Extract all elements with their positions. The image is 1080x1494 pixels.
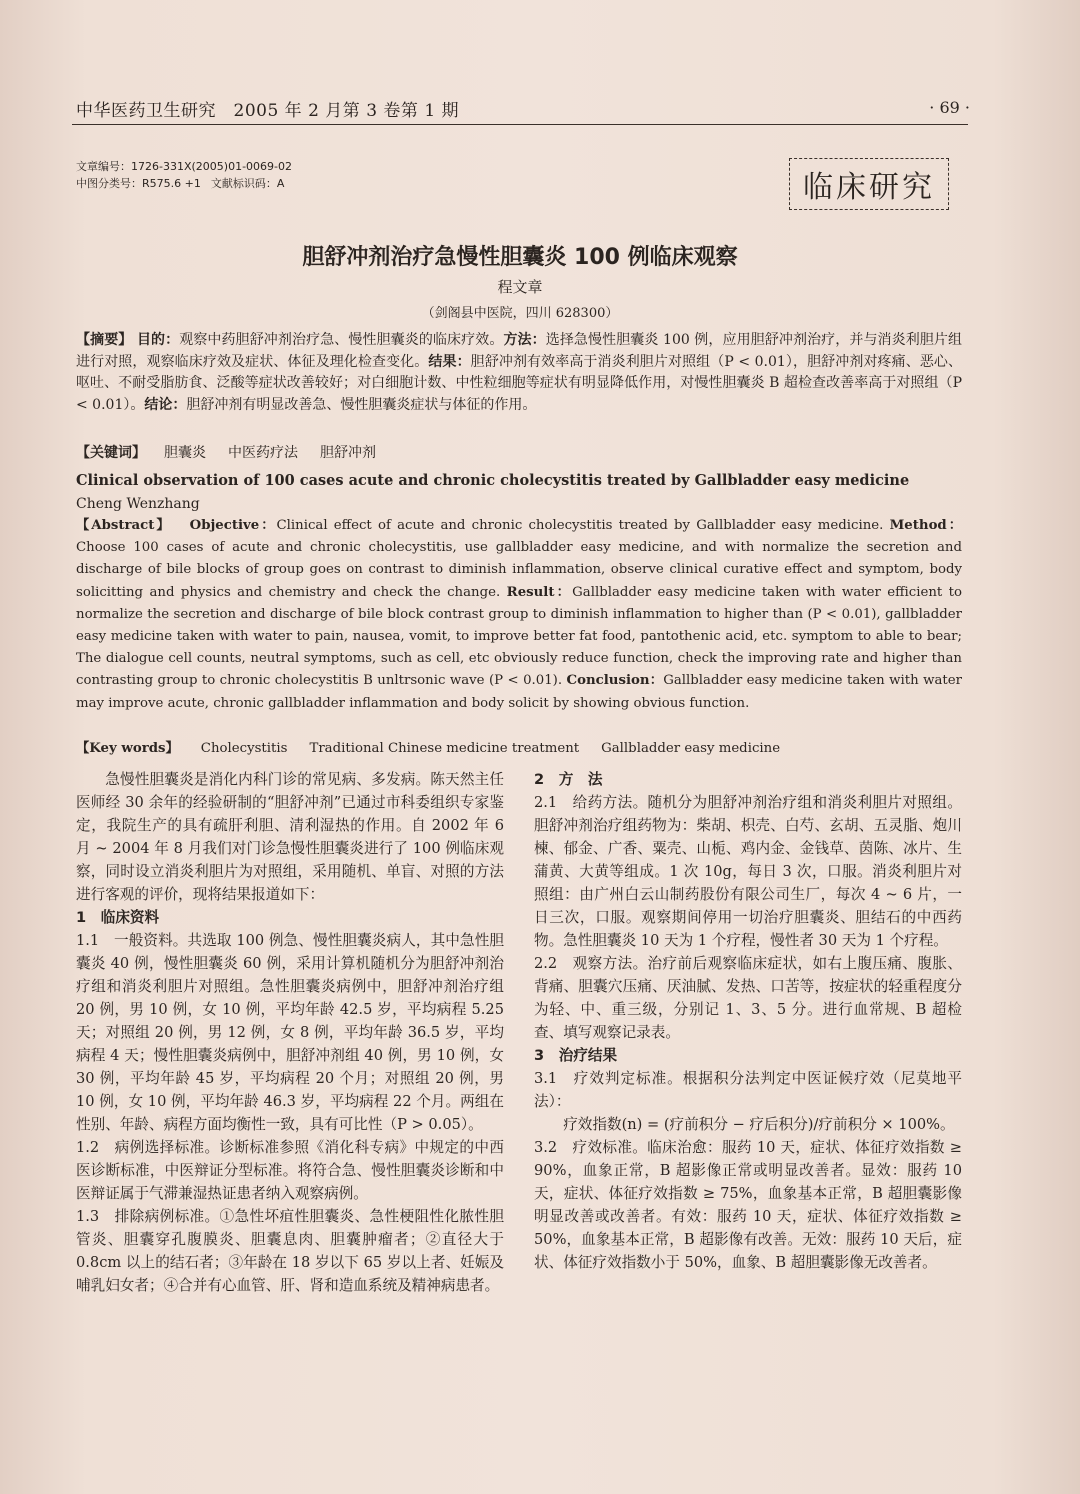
efficacy-formula: 疗效指数(n) = (疗前积分 − 疗后积分)/疗前积分 × 100%。 (563, 1116, 955, 1133)
keywords-cn (76, 442, 962, 462)
abstract-cn (76, 330, 962, 416)
keyword-en: Traditional Chinese medicine treatment (309, 741, 580, 756)
section-heading: 2 方 法 (534, 771, 603, 788)
abstract-cn-result: 胆舒冲剂有效率高于消炎利胆片对照组（P < 0.01），胆舒冲剂对疼痛、恶心、呕吐、不耐受脂肪食、泛酸等症状改善较好；对白细胞计数、中性粒细胞等症状有明显降低作用，对慢性胆囊炎 B 超检查改善率高于对照组（P < 0.01）。 (76, 353, 963, 413)
article-no-label: 文章编号： (76, 160, 131, 173)
english-author: Cheng Wenzhang (76, 496, 200, 512)
abstract-cn-conclusion-label: 结论： (144, 396, 187, 413)
keyword-cn: 胆囊炎 (164, 445, 206, 461)
keyword-en: Cholecystitis (200, 741, 288, 756)
keywords-en-label: 【Key words】 (76, 741, 179, 756)
abstract-en-conclusion-label: Conclusion： (566, 673, 664, 689)
paragraph-3-2: 3.2 疗效标准。临床治愈：服药 10 天，症状、体征疗效指数 ≥ 90%，血象正常，B 超影像正常或明显改善者。显效：服药 10 天，症状、体征疗效指数 ≥ 75%，血象基本正常，B 超胆囊影像明显改善或改善者。有效：服药 10 天，症状、体征疗效指数 ≥ 50%，血象基本正常，B 超影像有改善。无效：服药 10 天后，症状、体征疗效指数小于 50%，血象、B 超胆囊影像无改善者。 (534, 1139, 962, 1271)
article-title: 胆舒冲剂治疗急慢性胆囊炎 100 例临床观察 (302, 245, 738, 270)
abstract-cn-method: 选择急慢性胆囊炎 100 例，应用胆舒冲剂治疗，并与消炎利胆片组进行对照，观察临床疗效及症状、体征及理化检查变化。 (76, 332, 963, 370)
abstract-en-method: Choose 100 cases of acute and chronic cholecystitis, use gallbladder easy medicine, and with normalize the secretion and discharge of bile blocks of group goes on contrast to diminish inflammation, observe clinical curative effect and symptom, body solicitting and physics and chemistry and check the change. (76, 540, 962, 600)
section-heading: 1 临床资料 (76, 909, 160, 926)
keyword-cn: 中医药疗法 (228, 445, 298, 461)
author: 程文章 (497, 278, 543, 296)
header-rule (72, 124, 968, 125)
body-column-left (76, 768, 504, 1297)
abstract-en-result: Gallbladder easy medicine taken with water efficient to normalize the secretion and discharge of bile block contrast group to diminish inflammation to higher than (P < 0.01), gallbladder easy medicine taken with water to pain, nausea, vomit, to improve better fat food, pantothenic acid, etc. symptom to able to bear; The dialogue cell counts, neutral symptoms, such as cell, etc obviously reduce function, check the improving rate and higher than contrasting group to chronic cholecystitis B unltrsonic wave (P < 0.01). (76, 584, 963, 689)
clc-code: R575.6 +1 (142, 177, 201, 190)
abstract-en-label: 【Abstract】 (76, 518, 172, 533)
article-meta (76, 158, 292, 192)
affiliation: （剑阁县中医院，四川 628300） (421, 306, 619, 321)
english-title: Clinical observation of 100 cases acute and chronic cholecystitis treated by Gallbladder easy medicine (76, 472, 910, 489)
article-no: 1726-331X(2005)01-0069-02 (131, 160, 292, 173)
paragraph-2-2: 2.2 观察方法。治疗前后观察临床症状，如右上腹压痛、腹胀、背痛、胆囊穴压痛、厌油腻、发热、口苦等，按症状的轻重程度分为轻、中、重三级，分别记 1、3、5 分。进行血常规、B 超检查、填写观察记录表。 (534, 955, 962, 1041)
abstract-cn-label: 【摘要】 (76, 332, 133, 348)
abstract-cn-conclusion: 胆舒冲剂有明显改善急、慢性胆囊炎症状与体征的作用。 (186, 396, 537, 413)
keywords-en (76, 737, 962, 756)
keywords-cn-label: 【关键词】 (76, 445, 146, 461)
body-column-right (534, 768, 962, 1274)
paragraph-1-1: 1.1 一般资料。共选取 100 例急、慢性胆囊炎病人，其中急性胆囊炎 40 例，慢性胆囊炎 60 例，采用计算机随机分为胆舒冲剂治疗组和消炎利胆片对照组。急性胆囊炎病例中，胆舒冲剂治疗组 20 例，男 10 例，女 10 例，平均年龄 42.5 岁，平均病程 5.25 天；对照组 20 例，男 12 例，女 8 例，平均年龄 36.5 岁，平均病程 4 天；慢性胆囊炎病例中，胆舒冲剂组 40 例，男 10 例，女 30 例，平均年龄 45 岁，平均病程 20 个月；对照组 20 例，男 10 例，女 10 例，平均年龄 46.3 岁，平均病程 22 个月。两组在性别、年龄、病程方面均衡性一致，具有可比性（P > 0.05）。 (76, 932, 504, 1133)
keyword-en: Gallbladder easy medicine (601, 741, 781, 756)
paragraph-1-3: 1.3 排除病例标准。①急性坏疽性胆囊炎、急性梗阻性化脓性胆管炎、胆囊穿孔腹膜炎、胆囊息肉、胆囊肿瘤者；②直径大于 0.8cm 以上的结石者；③年龄在 18 岁以下 65 岁以上者、妊娠及哺乳妇女者；④合并有心血管、肝、肾和造血系统及精神病患者。 (76, 1208, 504, 1294)
abstract-cn-method-label: 方法： (503, 332, 546, 348)
abstract-cn-objective-label: 目的： (136, 332, 180, 348)
abstract-en-objective: Clinical effect of acute and chronic cholecystitis treated by Gallbladder easy medicine. (276, 518, 884, 533)
abstract-en-method-label: Method： (889, 518, 962, 533)
paragraph-2-1: 2.1 给药方法。随机分为胆舒冲剂治疗组和消炎利胆片对照组。胆舒冲剂治疗组药物为：柴胡、枳壳、白芍、玄胡、五灵脂、炮川楝、郁金、广香、粟壳、山栀、鸡内金、金钱草、茵陈、冰片、生蒲黄、大黄等组成。1 次 10g，每日 3 次，口服。消炎利胆片对照组：由广州白云山制药股份有限公司生厂，每次 4 ~ 6 片，一日三次，口服。观察期间停用一切治疗胆囊炎、胆结石的中西药物。急性胆囊炎 10 天为 1 个疗程，慢性者 30 天为 1 个疗程。 (534, 794, 962, 949)
abstract-en-conclusion: Gallbladder easy medicine taken with water may improve acute, chronic gallbladder inflammation and body solicit by showing obvious function. (76, 673, 962, 711)
abstract-cn-objective: 观察中药胆舒冲剂治疗急、慢性胆囊炎的临床疗效。 (179, 332, 504, 348)
section-heading: 3 治疗结果 (534, 1047, 618, 1064)
abstract-cn-result-label: 结果： (428, 353, 471, 370)
keyword-cn: 胆舒冲剂 (320, 445, 376, 461)
doc-code-label: 文献标识码： (210, 177, 277, 190)
journal-header: 中华医药卫生研究 2005 年 2 月第 3 卷第 1 期 (76, 101, 460, 121)
paragraph-1-2: 1.2 病例选择标准。诊断标准参照《消化科专病》中规定的中西医诊断标准，中医辩证分型标准。将符合急、慢性胆囊炎诊断和中医辩证属于气滞兼湿热证患者纳入观察病例。 (76, 1139, 504, 1202)
paragraph-3-1: 3.1 疗效判定标准。根据积分法判定中医证候疗效（尼莫地平法）： (534, 1070, 962, 1110)
abstract-en (76, 515, 962, 715)
clc-label: 中图分类号： (76, 177, 142, 190)
abstract-en-objective-label: Objective： (189, 518, 277, 533)
intro-paragraph: 急慢性胆囊炎是消化内科门诊的常见病、多发病。陈天然主任医师经 30 余年的经验研制的“胆舒冲剂”已通过市科委组织专家鉴定，我院生产的具有疏肝利胆、清利湿热的作用。自 2002 年 6 月 ~ 2004 年 8 月我们对门诊急慢性胆囊炎进行了 100 例临床观察，同时设立消炎利胆片为对照组，采用随机、单盲、对照的方法进行客观的评价，现将结果报道如下： (76, 771, 504, 903)
section-tag: 临床研究 (789, 158, 949, 210)
doc-code: A (276, 177, 285, 190)
abstract-en-result-label: Result： (506, 584, 573, 600)
page-number: · 69 · (929, 98, 970, 117)
